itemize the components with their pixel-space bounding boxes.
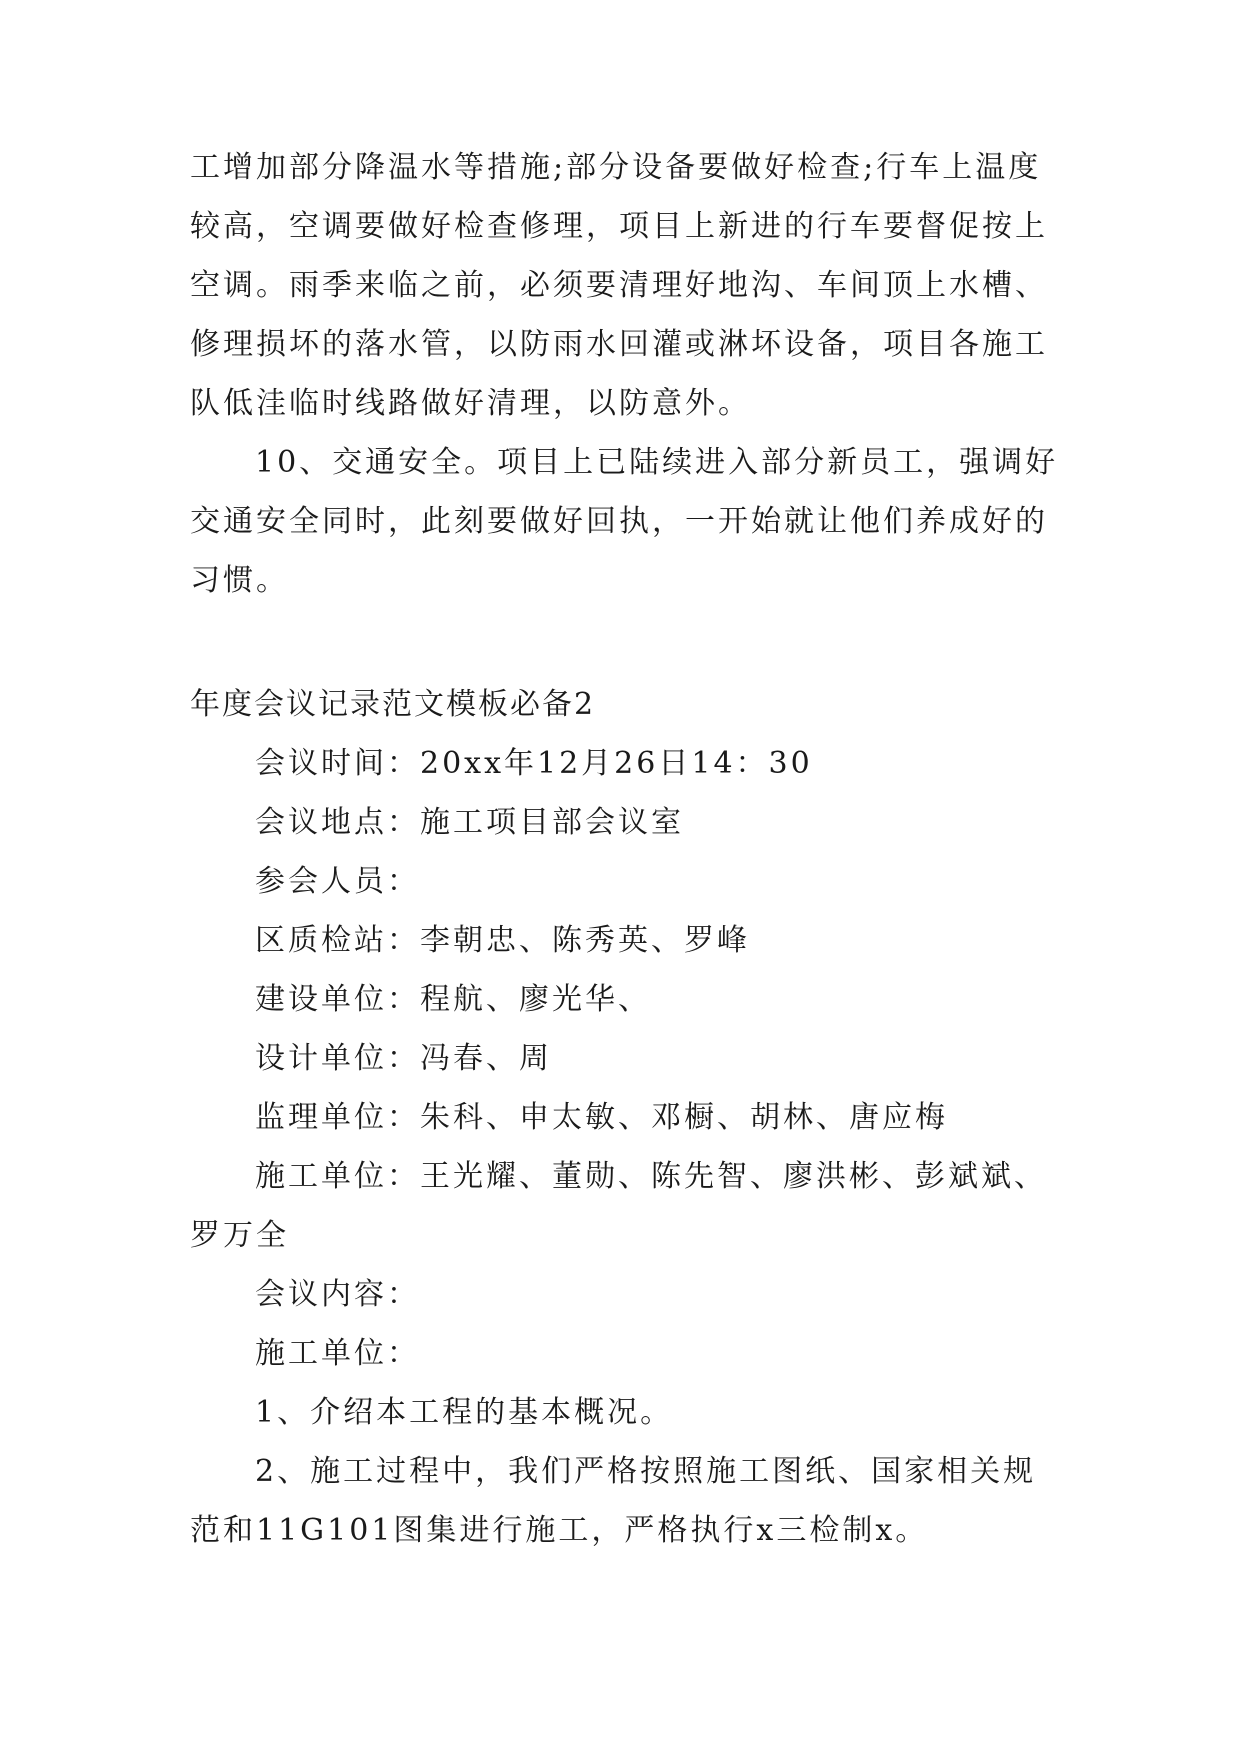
text-line: 较高，空调要做好检查修理，项目上新进的行车要督促按上 [190,209,1048,244]
text-line: 修理损坏的落水管，以防雨水回灌或淋坏设备，项目各施工 [190,327,1048,362]
text-line: 会议内容： [255,1277,420,1312]
text-line: 队低洼临时线路做好清理，以防意外。 [190,386,751,421]
text-line: 设计单位：冯春、周 [255,1041,552,1076]
text-line: 1、介绍本工程的基本概况。 [255,1395,674,1430]
text-line: 区质检站：李朝忠、陈秀英、罗峰 [255,923,750,958]
text-line: 2、施工过程中，我们严格按照施工图纸、国家相关规 [255,1454,1037,1489]
text-line: 工增加部分降温水等措施;部分设备要做好检查;行车上温度 [190,150,1042,185]
text-line: 施工单位：王光耀、董勋、陈先智、廖洪彬、彭斌斌、 [255,1159,1047,1194]
text-line: 会议时间：20xx年12月26日14：30 [255,746,813,781]
text-line: 参会人员： [255,864,420,899]
text-line: 10、交通安全。项目上已陆续进入部分新员工，强调好 [255,445,1059,480]
text-line: 范和11G101图集进行施工，严格执行x三检制x。 [190,1513,929,1548]
text-line: 监理单位：朱科、申太敏、邓橱、胡林、唐应梅 [255,1100,948,1135]
text-line: 会议地点：施工项目部会议室 [255,805,684,840]
text-line: 习惯。 [190,563,289,598]
text-line: 施工单位： [255,1336,420,1371]
text-line: 空调。雨季来临之前，必须要清理好地沟、车间顶上水槽、 [190,268,1048,303]
text-line: 建设单位：程航、廖光华、 [255,982,651,1017]
section-title: 年度会议记录范文模板必备2 [190,687,596,722]
text-line: 罗万全 [190,1218,289,1253]
text-line: 交通安全同时，此刻要做好回执，一开始就让他们养成好的 [190,504,1048,539]
